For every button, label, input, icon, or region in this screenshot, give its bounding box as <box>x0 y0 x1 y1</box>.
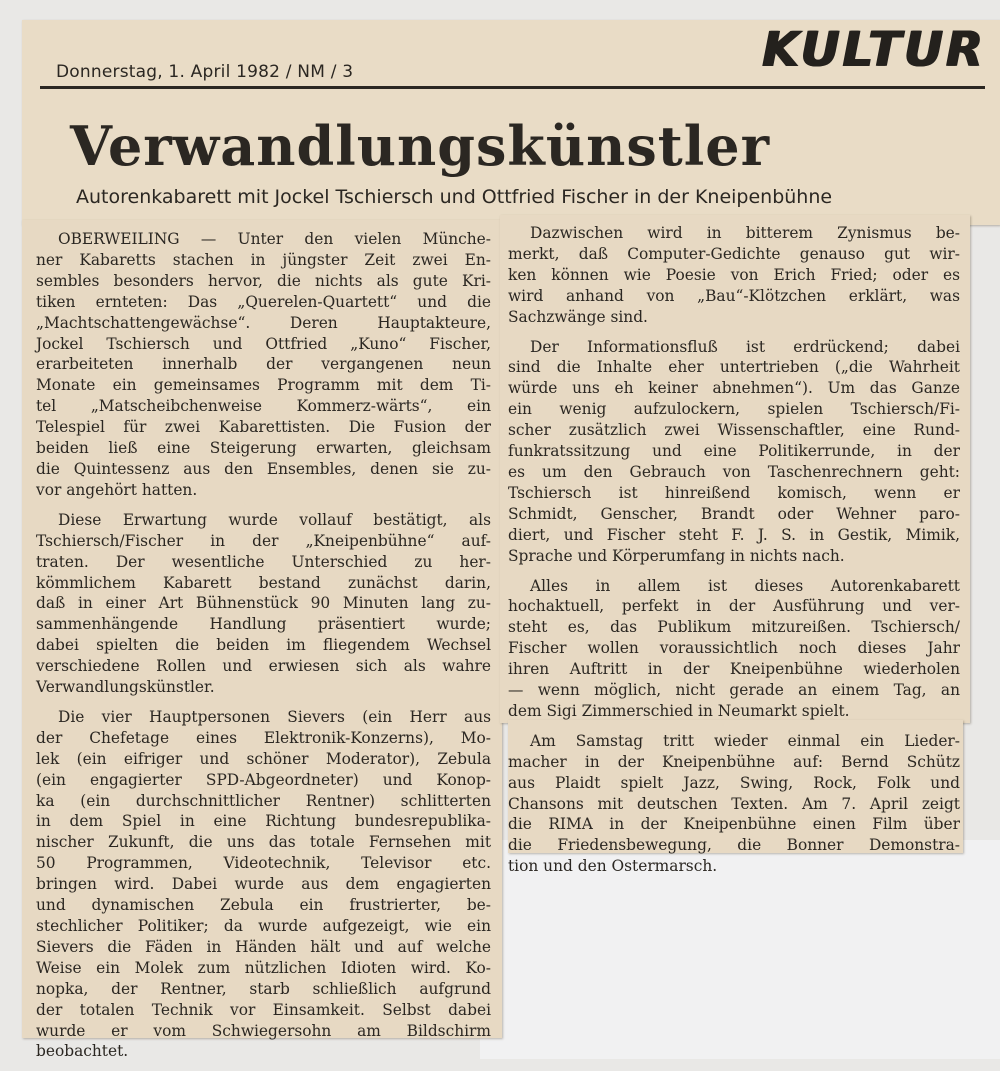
article-paragraph <box>508 223 960 328</box>
article-line: bringen wird. Dabei wurde aus dem engagierten <box>36 875 491 894</box>
article-line: vor angehört hatten. <box>36 480 198 499</box>
article-line: tiken ernteten: Das „Querelen-Quartett“ und die <box>36 292 491 311</box>
article-column-left <box>36 229 491 1071</box>
article-line: aus Plaidt spielt Jazz, Swing, Rock, Folk und <box>508 773 960 792</box>
article-line: „Machtschattengewächse“. Deren Hauptakteure, <box>36 313 491 332</box>
article-line: Weise ein Molek zum nützlichen Idioten wird. Ko- <box>36 958 491 977</box>
article-line: die Quintessenz aus den Ensembles, denen sie zu- <box>36 459 491 478</box>
article-line: Fischer wollen voraussichtlich noch dieses Jahr <box>508 639 960 658</box>
article-line: — wenn möglich, nicht gerade an einem Tag, an <box>508 681 960 700</box>
article-line: Alles in allem ist dieses Autorenkabarett <box>530 576 960 595</box>
article-line: Der Informationsfluß ist erdrückend; dabei <box>530 337 960 356</box>
article-line: Monate ein gemeinsames Programm mit dem Ti- <box>36 376 491 395</box>
article-line: Schmidt, Genscher, Brandt oder Wehner paro- <box>508 504 960 523</box>
article-line: diert, und Fischer steht F. J. S. in Gestik, Mimik, <box>508 525 960 544</box>
article-line: in dem Spiel in eine Richtung bundesrepublika- <box>36 812 491 831</box>
article-line: 50 Programmen, Videotechnik, Televisor etc. <box>36 854 491 873</box>
article-line: Tschiersch/Fischer in der „Kneipenbühne“ auf- <box>36 531 491 550</box>
article-line: sembles besonders hervor, die nichts als gute Kri- <box>36 271 491 290</box>
article-paragraph <box>36 707 491 1062</box>
article-line: beiden ließ eine Steigerung erwarten, gleichsam <box>36 439 491 458</box>
article-line: lek (ein eifriger und schöner Moderator), Zebula <box>36 749 491 768</box>
article-line: beobachtet. <box>36 1042 129 1061</box>
article-line: stechlicher Politiker; da wurde aufgezeigt, wie ein <box>36 917 491 935</box>
article-line: traten. Der wesentliche Unterschied zu her- <box>36 552 491 571</box>
article-paragraph <box>36 229 491 501</box>
article-paragraph <box>508 337 960 567</box>
article-line: ka (ein durchschnittlicher Rentner) schlitterten <box>36 791 491 810</box>
article-line: ken können wie Poesie von Erich Fried; oder es <box>508 265 960 284</box>
article-line: der totalen Technik vor Einsamkeit. Selbst dabei <box>36 1000 491 1019</box>
article-line: steht es, das Publikum mitzureißen. Tschiersch/ <box>508 618 960 637</box>
article-line: Am Samstag tritt wieder einmal ein Lieder- <box>530 731 960 750</box>
article-line: scher zusätzlich zwei Wissenschaftler, eine Rund- <box>508 421 960 440</box>
article-line: nopka, der Rentner, starb schließlich aufgrund <box>36 979 491 998</box>
article-line: die RIMA in der Kneipenbühne einen Film über <box>508 815 960 834</box>
article-line: Die vier Hauptpersonen Sievers (ein Herr aus <box>58 707 491 726</box>
article-line: ner Kabaretts stachen in jüngster Zeit zwei En- <box>36 250 491 269</box>
article-line: Sachzwänge sind. <box>508 307 648 326</box>
article-line: hochaktuell, perfekt in der Ausführung und ver- <box>508 597 960 616</box>
article-line: Dazwischen wird in bitterem Zynismus be- <box>530 224 960 242</box>
article-line: Sievers die Fäden in Händen hält und auf welche <box>36 937 491 956</box>
article-line: Jockel Tschiersch und Ottfried „Kuno“ Fischer, <box>36 334 491 353</box>
article-line: die Friedensbewegung, die Bonner Demonstra- <box>508 836 960 855</box>
article-line: tel „Matscheibchenweise Kommerz-wärts“, ein <box>36 397 491 416</box>
article-line: sind die Inhalte eher untertrieben („die Wahrheit <box>508 358 960 377</box>
article-paragraph <box>508 576 960 722</box>
article-headline: Verwandlungskünstler <box>70 114 771 178</box>
article-line: OBERWEILING — Unter den vielen Münche- <box>58 230 491 248</box>
article-line: (ein engagierter SPD-Abgeordneter) und Konop- <box>36 770 491 789</box>
article-line: daß in einer Art Bühnenstück 90 Minuten lang zu- <box>36 594 491 613</box>
article-line: Tschiersch ist hinreißend komisch, wenn er <box>508 483 960 502</box>
article-line: verschiedene Rollen und erwiesen sich als wahre <box>36 657 491 676</box>
dateline: Donnerstag, 1. April 1982 / NM / 3 <box>56 62 354 82</box>
article-line: würde uns eh keiner abnehmen“). Um das Ganze <box>508 379 960 398</box>
header-rule <box>40 86 985 89</box>
article-line: Verwandlungskünstler. <box>36 678 215 697</box>
article-line: Diese Erwartung wurde vollauf bestätigt, als <box>58 510 491 529</box>
article-line: ihren Auftritt in der Kneipenbühne wiederholen <box>508 660 960 679</box>
article-column-right <box>508 223 960 886</box>
article-line: wurde er vom Schwiegersohn am Bildschirm <box>36 1021 491 1040</box>
article-line: Telespiel für zwei Kabarettisten. Die Fusion der <box>36 418 491 437</box>
article-line: funkratssitzung und eine Politikerrunde, in der <box>508 442 960 461</box>
article-line: der Chefetage eines Elektronik-Konzerns), Mo- <box>36 728 491 747</box>
article-line: und dynamischen Zebula ein frustrierter, be- <box>36 896 491 915</box>
article-paragraph <box>36 510 491 698</box>
article-line: es um den Gebrauch von Taschenrechnern geht: <box>508 462 960 481</box>
article-line: tion und den Ostermarsch. <box>508 857 718 876</box>
article-line: merkt, daß Computer-Gedichte genauso gut wir- <box>508 244 960 263</box>
article-line: Sprache und Körperumfang in nichts nach. <box>508 546 845 565</box>
article-paragraph <box>508 731 960 877</box>
section-ressort-title: KULTUR <box>762 22 986 78</box>
article-line: erarbeiteten innerhalb der vergangenen neun <box>36 355 491 374</box>
article-line: dem Sigi Zimmerschied in Neumarkt spielt. <box>508 701 850 720</box>
article-line: wird anhand von „Bau“-Klötzchen erklärt, was <box>508 286 960 305</box>
article-line: macher in der Kneipenbühne auf: Bernd Schütz <box>508 752 960 771</box>
article-subtitle: Autorenkabarett mit Jockel Tschiersch und Ottfried Fischer in der Kneipenbühne <box>76 186 833 208</box>
article-line: sammenhängende Handlung präsentiert wurde; <box>36 615 491 634</box>
article-line: dabei spielten die beiden im fliegendem Wechsel <box>36 636 491 655</box>
article-line: nischer Zukunft, die uns das totale Fernsehen mit <box>36 833 491 852</box>
article-line: ein wenig aufzulockern, spielen Tschiersch/Fi- <box>508 400 960 419</box>
article-line: kömmlichem Kabarett bestand zunächst darin, <box>36 573 491 592</box>
article-line: Chansons mit deutschen Texten. Am 7. April zeigt <box>508 794 960 813</box>
